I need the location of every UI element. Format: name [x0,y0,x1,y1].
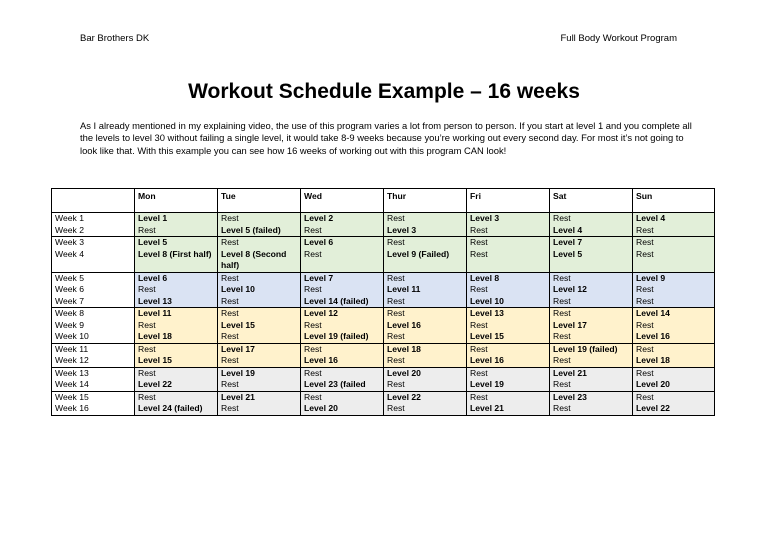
week-label: Week 4 [55,248,84,259]
schedule-entry: Level 3 [387,224,417,235]
schedule-entry: Rest [138,391,156,402]
day-cell-tue [218,237,301,273]
day-cell-thur [384,391,467,415]
schedule-entry: Rest [553,213,571,223]
day-cell-fri [467,213,550,237]
schedule-entry: Level 8 (First half) [138,248,212,259]
day-cell-sat [550,213,633,237]
schedule-entry: Rest [636,391,654,402]
day-cell-fri [467,391,550,415]
day-cell-mon [135,272,218,308]
schedule-entry: Level 10 [470,295,504,306]
schedule-entry: Level 16 [636,331,670,341]
schedule-entry: Level 21 [553,367,587,378]
schedule-entry: Rest [138,224,156,235]
day-cell-sun [633,308,715,344]
schedule-entry: Rest [636,248,654,259]
day-cell-wed [301,213,384,237]
week-label: Week 2 [55,224,84,235]
schedule-entry: Level 13 [138,295,172,306]
week-group [52,213,715,237]
week-labels [52,308,135,344]
schedule-entry: Rest [387,308,405,318]
schedule-entry: Level 7 [553,237,583,247]
week-label: Week 15 [55,391,89,402]
schedule-entry: Rest [470,343,488,354]
schedule-entry: Level 21 [221,391,255,402]
week-labels [52,367,135,391]
schedule-entry: Level 13 [470,308,504,318]
schedule-entry: Level 16 [470,355,504,365]
day-cell-thur [384,272,467,308]
schedule-entry: Level 17 [553,319,587,330]
column-header-thur: Thur [384,189,467,213]
day-cell-tue [218,308,301,344]
schedule-entry: Level 8 [470,272,500,283]
schedule-entry: Rest [636,224,654,235]
schedule-entry: Rest [553,379,571,389]
schedule-entry: Rest [221,379,239,389]
day-cell-thur [384,237,467,273]
week-label: Week 10 [55,331,89,341]
week-group [52,308,715,344]
schedule-entry: Level 12 [553,284,587,294]
schedule-entry: Rest [387,403,405,413]
schedule-entry: Rest [221,308,239,318]
column-header-week [52,189,135,213]
schedule-entry: Rest [387,379,405,389]
week-group [52,237,715,273]
week-label: Week 11 [55,343,89,354]
day-cell-mon [135,308,218,344]
schedule-entry: Level 10 [221,284,255,294]
week-label: Week 13 [55,367,89,378]
schedule-entry: Level 14 [636,308,670,318]
week-label: Week 7 [55,295,84,306]
schedule-entry: Level 1 [138,213,168,223]
day-cell-wed [301,343,384,367]
schedule-entry: Rest [553,403,571,413]
schedule-entry: Rest [387,237,405,247]
schedule-entry: Level 16 [304,355,338,365]
week-label: Week 9 [55,319,84,330]
schedule-entry: Level 5 [553,248,583,259]
week-labels [52,391,135,415]
schedule-entry: Level 23 (failed [304,379,366,389]
day-cell-mon [135,237,218,273]
week-labels [52,272,135,308]
schedule-entry: Rest [636,343,654,354]
day-cell-sat [550,367,633,391]
day-cell-thur [384,343,467,367]
schedule-entry: Rest [304,343,322,354]
schedule-entry: Rest [138,284,156,294]
day-cell-sat [550,308,633,344]
day-cell-wed [301,237,384,273]
day-cell-sat [550,237,633,273]
schedule-entry: Level 14 (failed) [304,295,369,306]
schedule-entry: Rest [636,319,654,330]
schedule-entry: Rest [553,355,571,365]
day-cell-tue [218,272,301,308]
schedule-entry: Level 11 [387,284,421,294]
day-cell-thur [384,308,467,344]
schedule-entry: Rest [470,367,488,378]
schedule-entry: Level 11 [138,308,172,318]
schedule-entry: Rest [553,272,571,283]
schedule-entry: Rest [304,319,322,330]
schedule-entry: Rest [553,295,571,306]
day-cell-fri [467,343,550,367]
schedule-entry: Rest [553,308,571,318]
week-label: Week 1 [55,213,84,223]
schedule-entry: Level 4 [636,213,666,223]
schedule-entry: Rest [221,331,239,341]
week-label: Week 8 [55,308,84,318]
schedule-entry: Rest [387,213,405,223]
schedule-entry: Rest [221,355,239,365]
schedule-entry: Rest [470,224,488,235]
schedule-entry: Rest [304,284,322,294]
column-header-sun: Sun [633,189,715,213]
schedule-entry: Level 19 (failed) [553,343,618,354]
header-right: Full Body Workout Program [560,33,677,44]
schedule-entry: Rest [470,237,488,247]
column-header-fri: Fri [467,189,550,213]
schedule-entry: Level 5 [138,237,168,247]
schedule-entry: Level 22 [636,403,670,413]
schedule-entry: Level 2 [304,213,334,223]
day-cell-fri [467,367,550,391]
schedule-entry: Rest [221,237,239,247]
schedule-entry: Rest [138,319,156,330]
schedule-entry: Rest [138,343,156,354]
schedule-entry: Rest [221,272,239,283]
schedule-entry: Level 15 [138,355,172,365]
intro-paragraph: As I already mentioned in my explaining video, the use of this program varies a lot from person to person. If you start at level 1 and you complete all the levels to level 30 without failing a single level, it would take 8-9 weeks because you’re working out every second day. For most it’s not going to look like that. With this example you can see how 16 weeks of working out with this program CAN look! [80,120,692,156]
schedule-entry: Level 22 [387,391,421,402]
schedule-entry: Rest [138,367,156,378]
schedule-entry: Rest [387,272,405,283]
schedule-entry: Rest [304,367,322,378]
day-cell-sat [550,391,633,415]
day-cell-mon [135,213,218,237]
schedule-entry: Level 9 [636,272,666,283]
week-label: Week 16 [55,403,89,413]
week-labels [52,237,135,273]
header-row [52,189,715,213]
day-cell-fri [467,272,550,308]
schedule-entry: Rest [636,295,654,306]
day-cell-thur [384,213,467,237]
schedule-entry: Level 19 [470,379,504,389]
schedule-entry: Rest [221,295,239,306]
schedule-entry: Rest [553,331,571,341]
schedule-entry: Level 4 [553,224,583,235]
day-cell-tue [218,343,301,367]
week-group [52,367,715,391]
column-header-sat: Sat [550,189,633,213]
schedule-entry: Rest [304,248,322,259]
page-title: Workout Schedule Example – 16 weeks [188,80,580,103]
schedule-entry: Rest [636,367,654,378]
schedule-entry: Level 22 [138,379,172,389]
week-label: Week 6 [55,284,84,294]
week-group [52,272,715,308]
schedule-entry: Level 18 [138,331,172,341]
schedule-entry: Level 18 [636,355,670,365]
day-cell-sat [550,272,633,308]
schedule-entry: Level 19 [221,367,255,378]
schedule-entry: Level 20 [636,379,670,389]
schedule-entry: Level 19 (failed) [304,331,369,341]
schedule-entry: Level 6 [138,272,168,283]
schedule-entry: Rest [387,355,405,365]
day-cell-sun [633,272,715,308]
schedule-entry: Level 24 (failed) [138,403,203,413]
schedule-entry: Rest [636,284,654,294]
day-cell-thur [384,367,467,391]
day-cell-wed [301,391,384,415]
schedule-entry: Rest [470,248,488,259]
day-cell-fri [467,237,550,273]
week-label: Week 14 [55,379,89,389]
schedule-entry: Level 9 (Failed) [387,248,450,259]
schedule-entry: Level 18 [387,343,421,354]
schedule-entry: Level 20 [304,403,338,413]
week-group [52,343,715,367]
schedule-entry: Rest [221,213,239,223]
day-cell-tue [218,213,301,237]
day-cell-tue [218,367,301,391]
column-header-tue: Tue [218,189,301,213]
schedule-entry: Rest [470,319,488,330]
week-label: Week 5 [55,272,84,283]
day-cell-mon [135,343,218,367]
schedule-entry: Level 15 [221,319,255,330]
column-header-wed: Wed [301,189,384,213]
day-cell-sun [633,367,715,391]
schedule-entry: Level 23 [553,391,587,402]
week-group [52,391,715,415]
day-cell-sat [550,343,633,367]
week-labels [52,213,135,237]
schedule-entry: Rest [636,237,654,247]
schedule-entry: Rest [470,284,488,294]
day-cell-wed [301,272,384,308]
schedule-entry: Level 15 [470,331,504,341]
day-cell-sun [633,391,715,415]
day-cell-sun [633,237,715,273]
schedule-entry: Level 17 [221,343,255,354]
week-label: Week 12 [55,355,89,365]
day-cell-mon [135,367,218,391]
schedule-entry: Rest [387,331,405,341]
schedule-entry: Level 20 [387,367,421,378]
week-labels [52,343,135,367]
schedule-entry: Rest [221,403,239,413]
schedule-entry: Rest [470,391,488,402]
day-cell-sun [633,213,715,237]
day-cell-fri [467,308,550,344]
schedule-entry: Level 6 [304,237,334,247]
week-label: Week 3 [55,237,84,247]
schedule-entry: Level 5 (failed) [221,224,281,235]
schedule-entry: Level 3 [470,213,500,223]
schedule-entry: Level 12 [304,308,338,318]
schedule-table [51,188,715,416]
column-header-mon: Mon [135,189,218,213]
day-cell-wed [301,367,384,391]
day-cell-tue [218,391,301,415]
header-left: Bar Brothers DK [80,33,150,44]
schedule-entry: Rest [304,224,322,235]
schedule-entry: Level 7 [304,272,334,283]
schedule-entry: Level 8 (Second half) [221,248,287,270]
day-cell-mon [135,391,218,415]
schedule-entry: Level 21 [470,403,504,413]
day-cell-wed [301,308,384,344]
schedule-entry: Rest [304,391,322,402]
day-cell-sun [633,343,715,367]
schedule-entry: Level 16 [387,319,421,330]
schedule-entry: Rest [387,295,405,306]
